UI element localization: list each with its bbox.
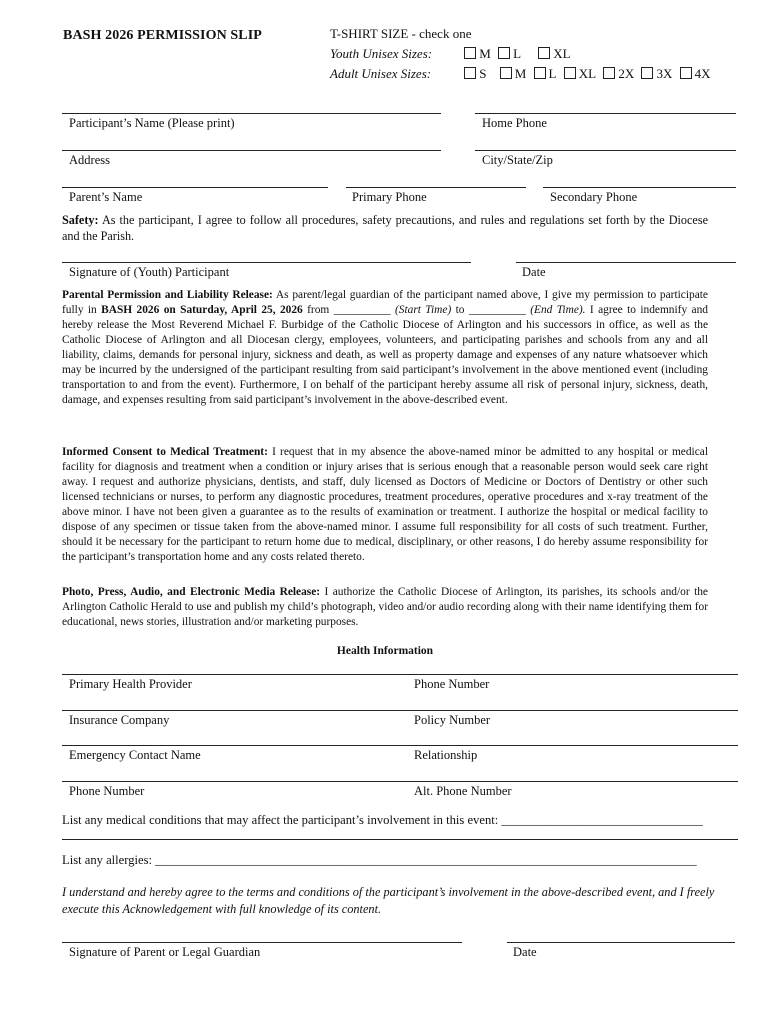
checkbox-icon[interactable]	[464, 47, 476, 59]
end-time-label: (End Time).	[530, 304, 586, 316]
policy-label: Policy Number	[414, 713, 491, 727]
medical-conditions-field[interactable]: List any medical conditions that may affect the participant’s involvement in this event: ________________________________	[62, 813, 703, 827]
parent-name-line[interactable]	[62, 187, 328, 188]
youth-sizes-label: Youth Unisex Sizes:	[330, 46, 433, 61]
media-heading: Photo, Press, Audio, and Electronic Media Release:	[62, 586, 321, 598]
participant-name-line[interactable]	[62, 113, 441, 114]
youth-size-xl[interactable]: XL	[526, 46, 572, 61]
guardian-signature-line[interactable]	[62, 942, 462, 943]
page-title: BASH 2026 PERMISSION SLIP	[63, 28, 262, 43]
checkbox-icon[interactable]	[534, 67, 546, 79]
insurance-label: Insurance Company	[69, 713, 170, 727]
medical-consent-paragraph: Informed Consent to Medical Treatment: I request that in my absence the above-named minor be admitted to any hospital or medical facility for diagnosis and treatment when a condition or injury arises that is serious enough that a reasonable person would seek care right away. I request and authorize physicians, dentists, and staff, duly licensed as Doctors of Medicine or Doctors of Dentistry or other such licensed technicians or nurses, to perform any diagnostic procedures, treatment procedures, operative procedures and x-ray treatment of the above minor. I have not been given a guarantee as to the results of examination or treatment. I authorize the hospital or medical facility to dispose of any specimen or tissue taken from the above-named minor. I assume full responsibility for all costs of such treatment. Further, should it be necessary for the participant to return home due to medical, disciplinary, or other reasons, I do hereby assume responsibility for the participant’s transportation home and any costs related thereto.	[62, 446, 708, 563]
youth-date-label: Date	[522, 265, 546, 279]
home-phone-line[interactable]	[475, 113, 736, 114]
emergency-phone-line[interactable]	[62, 781, 738, 782]
guardian-date-label: Date	[513, 945, 537, 959]
start-time-label: (Start Time)	[394, 304, 452, 316]
address-label: Address	[69, 153, 110, 167]
event-name: BASH 2026 on Saturday, April 25, 2026	[101, 304, 303, 316]
participant-name-label: Participant’s Name (Please print)	[69, 116, 235, 130]
guardian-signature-label: Signature of Parent or Legal Guardian	[69, 945, 261, 959]
adult-size-s[interactable]: S	[458, 66, 488, 81]
tshirt-section	[330, 24, 713, 84]
checkbox-icon[interactable]	[603, 67, 615, 79]
primary-phone-line[interactable]	[346, 187, 526, 188]
adult-size-2x[interactable]: 2X	[601, 66, 636, 81]
alt-phone-label: Alt. Phone Number	[414, 784, 512, 798]
youth-sizes-row	[330, 44, 713, 64]
checkbox-icon[interactable]	[498, 47, 510, 59]
media-release-paragraph: Photo, Press, Audio, and Electronic Media Release: I authorize the Catholic Diocese of Arlington, its parishes, its schools and/or the Arlington Catholic Herald to use and publish my child’s photograph, video and/or audio recording along with their name identifying them for educational, news stories, illustration and/or marketing purposes.	[62, 586, 708, 628]
checkbox-icon[interactable]	[500, 67, 512, 79]
city-state-zip-line[interactable]	[475, 150, 736, 151]
health-info-heading: Health Information	[336, 645, 434, 657]
checkbox-icon[interactable]	[680, 67, 692, 79]
tshirt-heading: T-SHIRT SIZE - check one	[330, 26, 472, 41]
safety-paragraph	[62, 212, 708, 244]
checkbox-icon[interactable]	[538, 47, 550, 59]
allergies-field[interactable]: List any allergies: ______________________________________________________________________________________	[62, 853, 697, 867]
address-line[interactable]	[62, 150, 441, 151]
parent-name-label: Parent’s Name	[69, 190, 143, 204]
emergency-phone-label: Phone Number	[69, 784, 145, 798]
checkbox-icon[interactable]	[564, 67, 576, 79]
city-state-zip-label: City/State/Zip	[482, 153, 553, 167]
secondary-phone-line[interactable]	[543, 187, 736, 188]
health-provider-line[interactable]	[62, 674, 738, 675]
adult-size-m[interactable]: M	[492, 66, 529, 81]
parental-release-paragraph: Parental Permission and Liability Release: As parent/legal guardian of the participant named above, I give my permission to participate fully in BASH 2026 on Saturday, April 25, 2026 from __________ (Start Time) to __________ (End Time). I agree to indemnify and hereby release the Most Reverend Michael F. Burbidge of the Catholic Diocese of Arlington and his successors in office, as well as the Catholic Diocese of Arlington and all Diocesan clergy, employees, volunteers, and participating parishes and schools from any and all liability, claims, demands for personal injury, sickness and death, as well as property damage and expenses of any nature whatsoever which may be incurred by the undersigned of the participant resulting from said participant’s involvement in the above mentioned event (including transportation to and from the event). Furthermore, I on behalf of the participant hereby assume all risk of personal injury, sickness, death, damage, and expenses resulting from said participant’s involvement in the above-described event.	[62, 289, 708, 406]
adult-sizes-row	[330, 64, 713, 84]
youth-date-line[interactable]	[516, 262, 736, 263]
adult-size-l[interactable]: L	[532, 66, 559, 81]
parental-heading: Parental Permission and Liability Release:	[62, 289, 273, 301]
primary-provider-label: Primary Health Provider	[69, 677, 192, 691]
emergency-contact-line[interactable]	[62, 745, 738, 746]
relationship-label: Relationship	[414, 748, 478, 762]
guardian-date-line[interactable]	[507, 942, 735, 943]
safety-text: As the participant, I agree to follow all procedures, safety precautions, and rules and regulations set forth by the Diocese and the Parish.	[62, 213, 708, 243]
adult-size-4x[interactable]: 4X	[678, 66, 713, 81]
youth-size-m[interactable]: M	[458, 46, 493, 61]
checkbox-icon[interactable]	[464, 67, 476, 79]
home-phone-label: Home Phone	[482, 116, 547, 130]
secondary-phone-label: Secondary Phone	[550, 190, 638, 204]
youth-signature-line[interactable]	[62, 262, 471, 263]
adult-sizes-label: Adult Unisex Sizes:	[330, 66, 432, 81]
primary-phone-label: Primary Phone	[352, 190, 427, 204]
checkbox-icon[interactable]	[641, 67, 653, 79]
youth-size-l[interactable]: L	[496, 46, 523, 61]
insurance-line[interactable]	[62, 710, 738, 711]
provider-phone-label: Phone Number	[414, 677, 490, 691]
youth-signature-label: Signature of (Youth) Participant	[69, 265, 230, 279]
consent-heading: Informed Consent to Medical Treatment:	[62, 446, 268, 458]
medical-conditions-line-2[interactable]	[62, 839, 738, 840]
emergency-contact-label: Emergency Contact Name	[69, 748, 201, 762]
safety-heading: Safety:	[62, 213, 99, 227]
acknowledgement-text: I understand and hereby agree to the terms and conditions of the participant’s involvement in the above-described event, and I freely execute this Acknowledgement with full knowledge of its content.	[62, 885, 715, 916]
adult-size-3x[interactable]: 3X	[639, 66, 674, 81]
adult-size-xl[interactable]: XL	[562, 66, 598, 81]
